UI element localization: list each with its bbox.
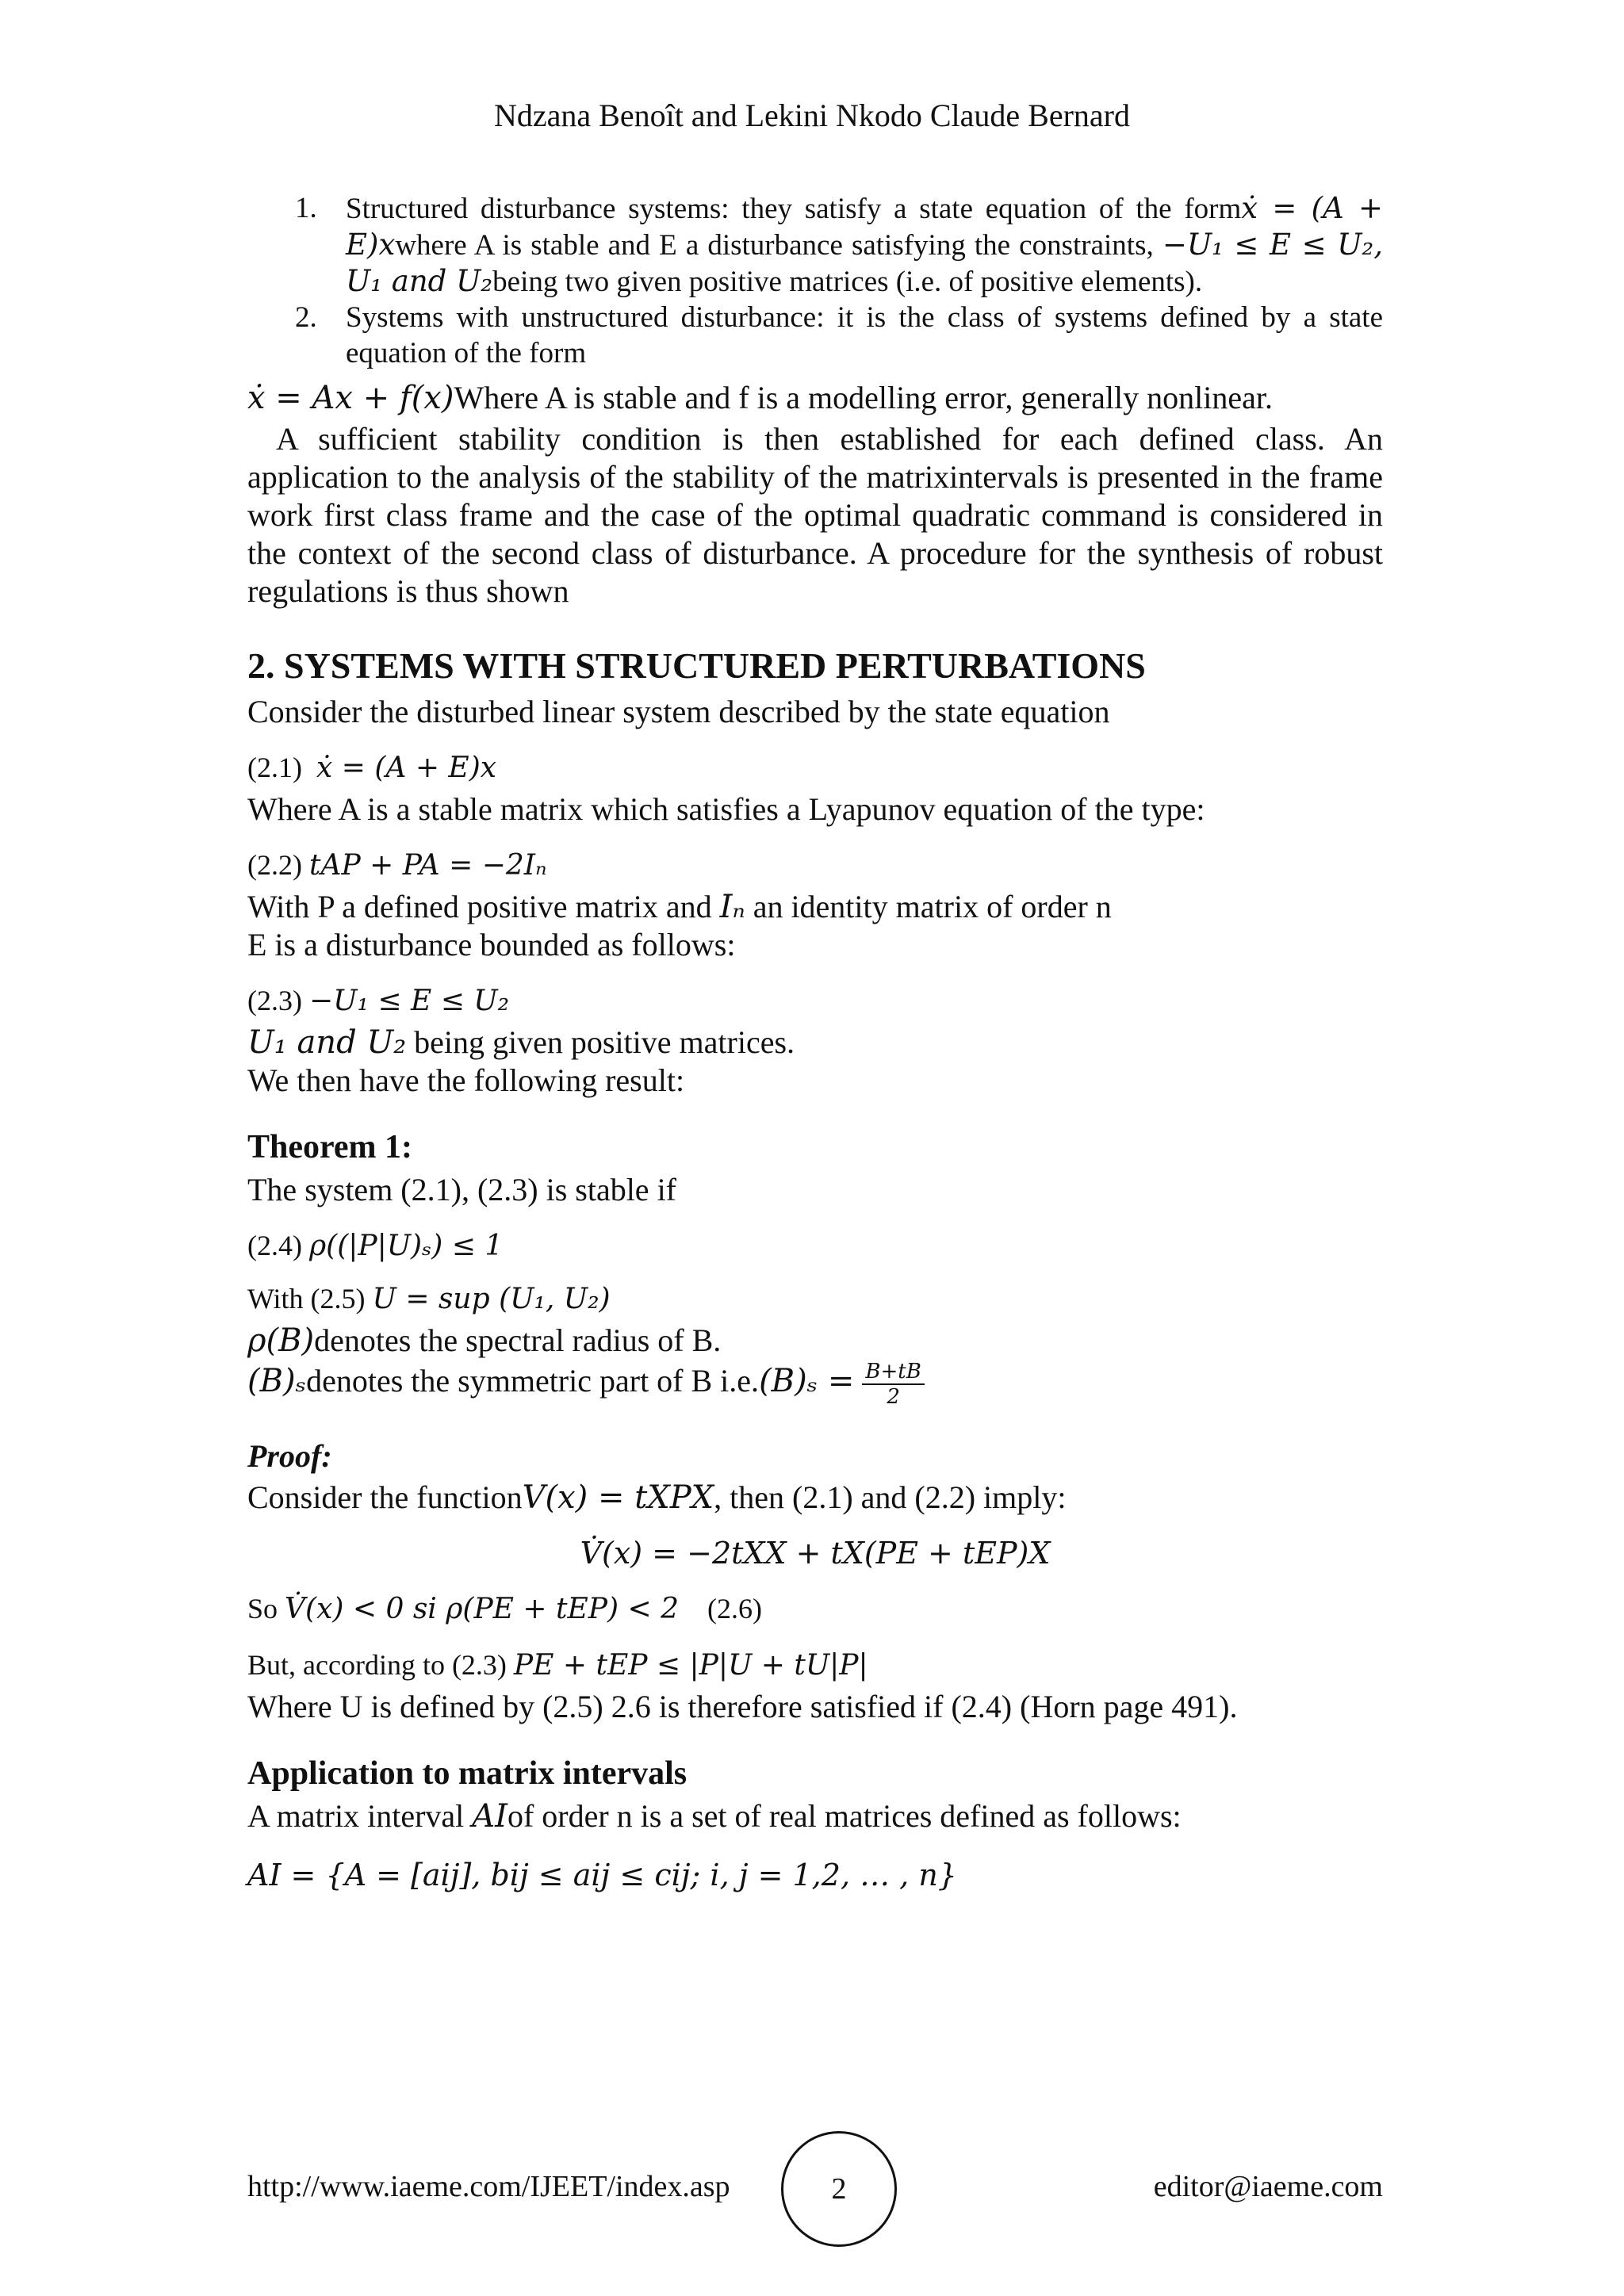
equation-label: (2.4) — [247, 1230, 302, 1261]
math-ai: AI — [472, 1798, 508, 1835]
page-number: 2 — [781, 2131, 897, 2247]
list-number: 2. — [295, 301, 317, 334]
paragraph — [247, 1322, 1383, 1360]
equation-2-3 — [247, 982, 1383, 1020]
centered-equation: V̇(x) = −2tXX + tX(PE + tEP)X — [580, 1536, 1051, 1571]
paragraph — [247, 1024, 1383, 1062]
equation-2-4 — [247, 1226, 1383, 1265]
equation-label: (2.1) — [247, 752, 302, 783]
text-run: , then (2.1) and (2.2) imply: — [714, 1479, 1067, 1515]
fraction — [862, 1360, 924, 1409]
equation-body: V̇(x) < 0 si ρ(PE + tEP) < 2 — [285, 1593, 679, 1625]
theorem-heading: Theorem 1: — [247, 1129, 413, 1165]
math-constraints: −U₁ ≤ E ≤ U₂, U₁ and U₂ — [346, 228, 1383, 298]
equation-2-5 — [247, 1280, 1383, 1318]
paragraph: Consider the disturbed linear system described by the state equation — [247, 694, 1110, 729]
text-run: of order n is a set of real matrices defined as follows: — [507, 1798, 1182, 1834]
section-heading: 2. SYSTEMS WITH STRUCTURED PERTURBATIONS — [247, 645, 1146, 686]
paragraph — [247, 1479, 1383, 1517]
equation-2-1 — [247, 748, 1383, 787]
math-u1-u2: U₁ and U₂ — [247, 1024, 407, 1061]
text-run: So — [247, 1593, 278, 1624]
math-rho: ρ(B) — [247, 1322, 315, 1359]
equation-label: (2.2) — [247, 849, 302, 881]
unstructured-equation-line — [247, 379, 1383, 417]
equation-2-6 — [247, 1590, 1383, 1628]
list-text: Systems with unstructured disturbance: it is the class of systems defined by a state equation of the form — [346, 301, 1383, 369]
equation-body: ρ((|P|U)ₛ) ≤ 1 — [308, 1230, 504, 1262]
math-state-equation: ẋ = (A + E)x — [346, 191, 1383, 262]
list-item — [247, 190, 1383, 300]
equation-body: −U₁ ≤ E ≤ U₂ — [308, 985, 510, 1017]
math-sym: (B)ₛ — [247, 1363, 307, 1400]
equation-body: ẋ = (A + E)x — [316, 752, 497, 784]
equation-body: U = sup (U₁, U₂) — [372, 1283, 611, 1315]
intro-paragraph: A sufficient stability condition is then established for each defined class. An application to the analysis of the stability of the matrixintervals is presented in the frame work first class frame and the case of the optimal quadratic command is considered in the context of the second class of disturbance. A procedure for the synthesis of robust regulations is thus shown — [247, 421, 1383, 609]
list-text: Structured disturbance systems: they satisfy a state equation of the form — [346, 193, 1242, 225]
text-run: denotes the symmetric part of B i.e. — [306, 1363, 760, 1399]
footer-url[interactable]: http://www.iaeme.com/IJEET/index.asp — [247, 2170, 730, 2203]
equation-body: PE + tEP ≤ |P|U + tU|P| — [513, 1649, 868, 1682]
math-identity: Iₙ — [719, 889, 745, 925]
fraction-denominator: 2 — [887, 1385, 900, 1409]
equation-2-2 — [247, 846, 1383, 885]
paragraph — [247, 888, 1383, 926]
paragraph: E is a disturbance bounded as follows: — [247, 927, 736, 962]
class-list — [247, 190, 1383, 371]
running-header: Ndzana Benoît and Lekini Nkodo Claude Bernard — [494, 98, 1130, 133]
text-run: With P a defined positive matrix and — [247, 889, 720, 924]
equation-label: With (2.5) — [247, 1283, 366, 1314]
text-run: denotes the spectral radius of B. — [314, 1322, 722, 1358]
paragraph: Where A is a stable matrix which satisfies a Lyapunov equation of the type: — [247, 791, 1205, 827]
paragraph: Where U is defined by (2.5) 2.6 is therefore satisfied if (2.4) (Horn page 491). — [247, 1689, 1238, 1724]
subsection-heading: Application to matrix intervals — [247, 1755, 688, 1792]
fraction-numerator: B+tB — [862, 1360, 924, 1385]
matrix-interval-equation: AI = {A = [aij], bij ≤ aij ≤ cij; i, j = 1,2, … , n} — [247, 1858, 957, 1892]
list-text: where A is stable and E a disturbance satisfying the constraints, — [395, 229, 1162, 262]
paragraph — [247, 1360, 1383, 1409]
text-run: But, according to (2.3) — [247, 1649, 507, 1681]
inequality-line — [247, 1646, 1383, 1685]
proof-heading: Proof: — [247, 1438, 332, 1474]
list-text: being two given positive matrices (i.e. of positive elements). — [492, 266, 1203, 298]
equation-body: tAP + PA = −2Iₙ — [308, 849, 547, 882]
main-content — [247, 190, 1383, 1897]
paragraph — [247, 1797, 1383, 1835]
text-run: an identity matrix of order n — [745, 889, 1112, 924]
text-run: A matrix interval — [247, 1798, 473, 1834]
text-run: Consider the function — [247, 1479, 523, 1515]
paragraph: We then have the following result: — [247, 1062, 685, 1098]
math-unstructured-equation: ẋ = Ax + f(x) — [247, 380, 454, 416]
equation-label: (2.6) — [707, 1593, 762, 1624]
text-run: being given positive matrices. — [406, 1024, 795, 1060]
list-number: 1. — [295, 192, 317, 224]
math-sym-eq: (B)ₛ = — [759, 1363, 855, 1400]
list-item — [247, 300, 1383, 371]
paragraph: The system (2.1), (2.3) is stable if — [247, 1172, 676, 1207]
equation-label: (2.3) — [247, 985, 302, 1016]
math-lyapunov-function: V(x) = tXPX — [522, 1479, 714, 1516]
footer-email[interactable]: editor@iaeme.com — [1153, 2170, 1383, 2203]
equation-text: Where A is stable and f is a modelling error, generally nonlinear. — [454, 380, 1273, 415]
